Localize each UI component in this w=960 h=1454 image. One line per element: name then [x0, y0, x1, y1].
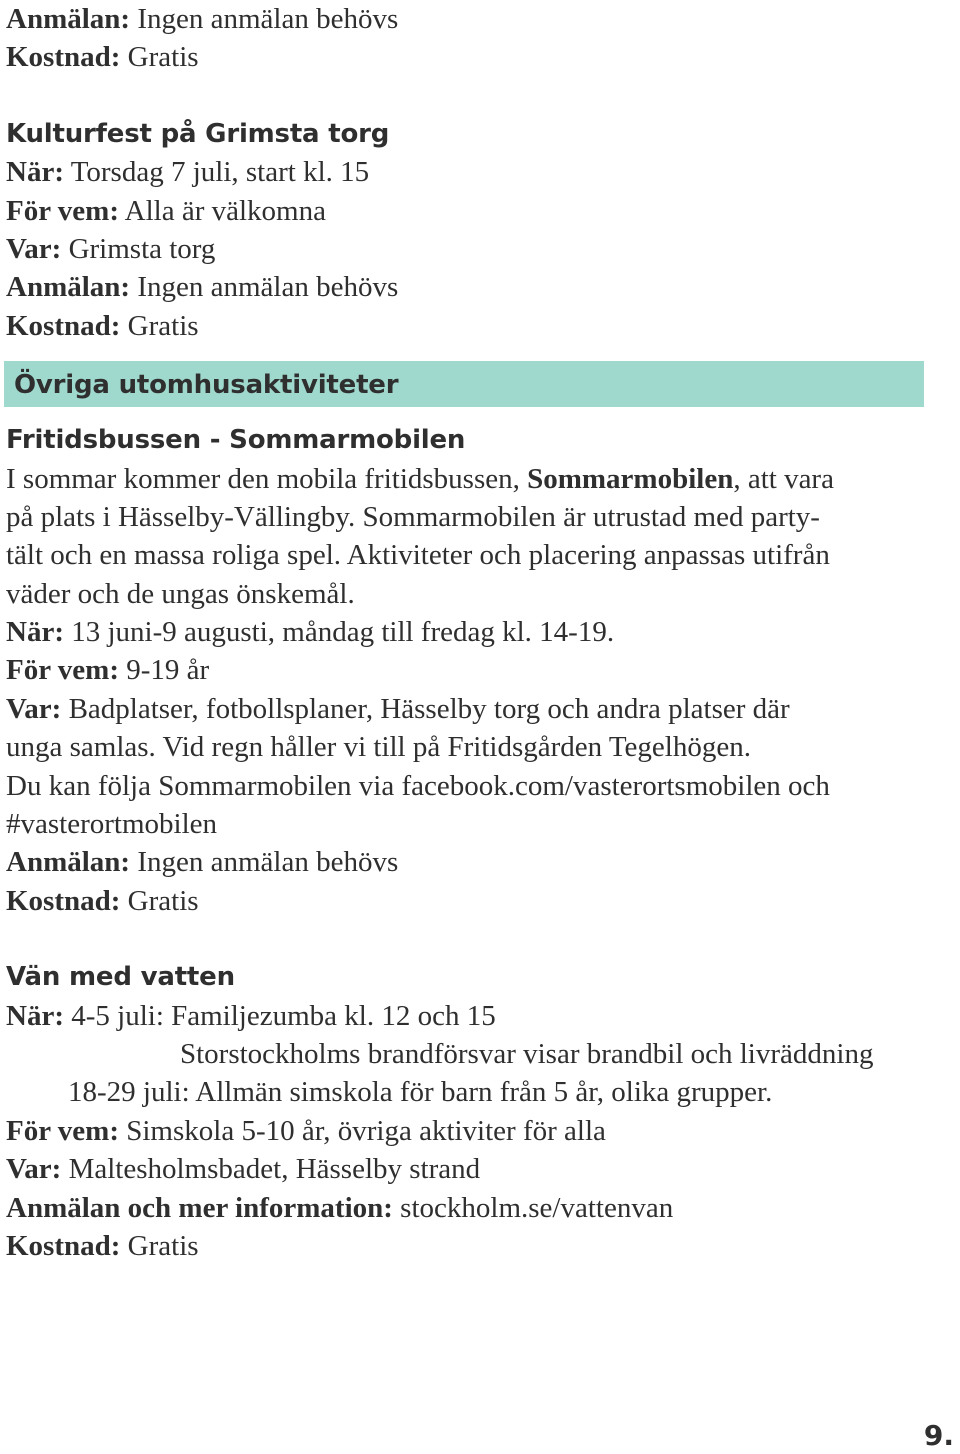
kostnad-value: Gratis [120, 1229, 199, 1262]
forvem-value: Simskola 5-10 år, övriga aktiviter för alla [119, 1114, 606, 1147]
forvem-value: Alla är välkomna [119, 194, 326, 227]
var-value: Maltesholmsbadet, Hässelby strand [61, 1153, 481, 1186]
spacer [6, 77, 936, 115]
var-value: Grimsta torg [61, 232, 216, 265]
anmalan-row [6, 843, 936, 881]
info-value: stockholm.se/vattenvan [392, 1191, 674, 1224]
forvem-row [6, 192, 936, 230]
kostnad-row [6, 307, 936, 345]
anmalan-value: Ingen anmälan behövs [130, 271, 399, 304]
hashtag-line: #vasterortmobilen [6, 808, 218, 841]
var-row-continued: unga samlas. Vid regn håller vi till på Fritidsgården Tegelhögen. [6, 731, 751, 764]
forvem-row [6, 1112, 936, 1150]
forvem-row [6, 651, 936, 689]
spacer [6, 920, 936, 958]
description-text: , att vara [733, 462, 834, 495]
nar-label: När: [6, 156, 64, 189]
section-title: Övriga utomhusaktiviteter [14, 370, 399, 401]
kostnad-value: Gratis [120, 41, 199, 74]
anmalan-label: Anmälan: [6, 3, 131, 35]
anmalan-row [6, 268, 936, 306]
var-row [6, 230, 936, 268]
nar-value: 4-5 juli: Familjezumba kl. 12 och 15 [63, 999, 496, 1032]
var-value: Badplatser, fotbollsplaner, Hässelby torg och andra platser där [61, 692, 790, 725]
nar-row [6, 153, 936, 191]
nar-value: 13 juni-9 augusti, måndag till fredag kl. 14-19. [63, 616, 615, 649]
nar-label: När: [6, 616, 64, 649]
anmalan-value: Ingen anmälan behövs [130, 3, 399, 35]
description-line [6, 460, 936, 498]
event-title-kulturfest: Kulturfest på Grimsta torg [6, 118, 390, 149]
forvem-value: 9-19 år [119, 654, 210, 687]
description-line: tält och en massa roliga spel. Aktiviteter och placering anpassas utifrån [6, 539, 830, 572]
page-number: 9. [923, 1419, 954, 1452]
var-label: Var: [6, 692, 62, 725]
kostnad-label: Kostnad: [6, 309, 121, 342]
section-header-band [4, 361, 924, 407]
forvem-label: För vem: [6, 654, 119, 687]
page-content [6, 0, 936, 1265]
event-title-fritidsbussen: Fritidsbussen - Sommarmobilen [6, 425, 466, 456]
description-highlight: Sommarmobilen [527, 462, 734, 495]
kostnad-row [6, 882, 936, 920]
anmalan-row [6, 0, 936, 38]
nar-row-continued: Storstockholms brandförsvar visar brandbil och livräddning [180, 1037, 874, 1070]
anmalan-label: Anmälan: [6, 846, 131, 879]
anmalan-label: Anmälan: [6, 271, 131, 304]
nar-label: När: [6, 999, 64, 1032]
description-line: väder och de ungas önskemål. [6, 577, 355, 610]
info-label: Anmälan och mer information: [6, 1191, 393, 1224]
follow-line: Du kan följa Sommarmobilen via facebook.com/vasterortsmobilen och [6, 769, 830, 802]
forvem-label: För vem: [6, 194, 119, 227]
info-row [6, 1189, 936, 1227]
nar-row [6, 613, 936, 651]
kostnad-label: Kostnad: [6, 41, 121, 74]
var-label: Var: [6, 232, 62, 265]
nar-value: Torsdag 7 juli, start kl. 15 [63, 156, 370, 189]
kostnad-label: Kostnad: [6, 884, 121, 917]
forvem-label: För vem: [6, 1114, 119, 1147]
var-label: Var: [6, 1153, 62, 1186]
event-title-vanmedvatten: Vän med vatten [6, 962, 235, 993]
var-row [6, 690, 936, 728]
nar-row-continued: 18-29 juli: Allmän simskola för barn från 5 år, olika grupper. [68, 1076, 773, 1109]
description-line: på plats i Hässelby-Vällingby. Sommarmobilen är utrustad med party- [6, 500, 820, 533]
var-row [6, 1150, 936, 1188]
description-text: I sommar kommer den mobila fritidsbussen, [6, 462, 528, 495]
nar-row [6, 997, 936, 1035]
kostnad-row [6, 1227, 936, 1265]
anmalan-value: Ingen anmälan behövs [130, 846, 399, 879]
kostnad-value: Gratis [120, 884, 199, 917]
kostnad-label: Kostnad: [6, 1229, 121, 1262]
kostnad-row [6, 38, 936, 76]
kostnad-value: Gratis [120, 309, 199, 342]
